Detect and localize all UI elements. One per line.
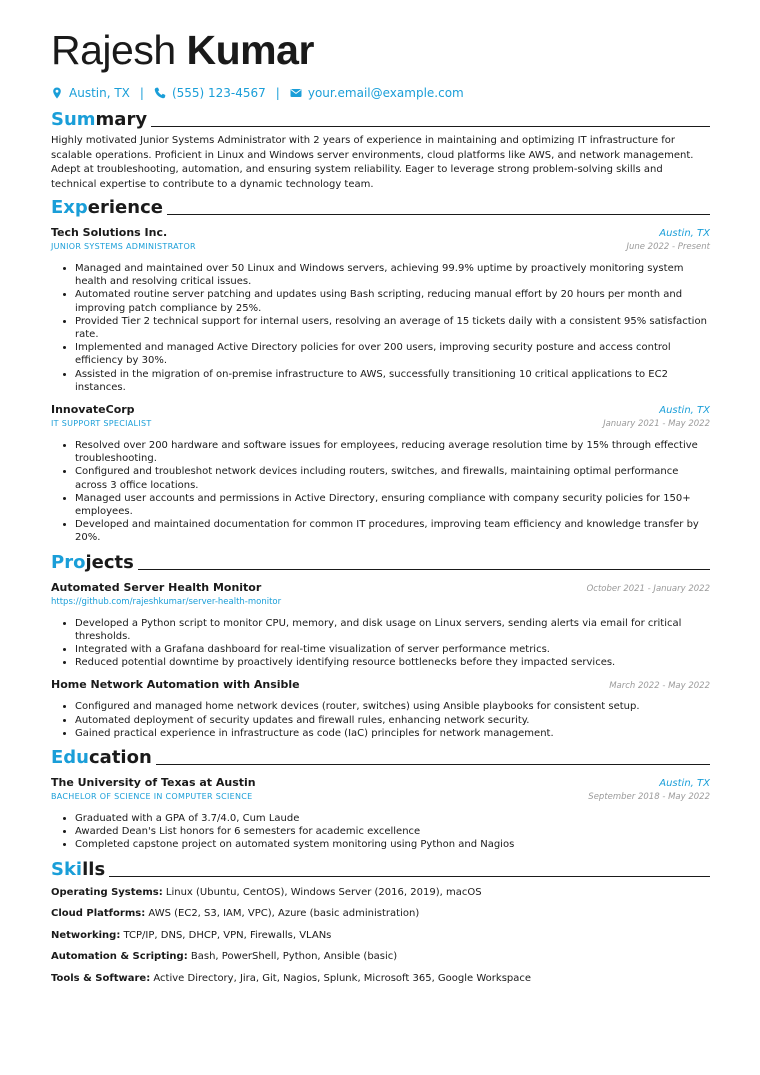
phone-icon [154,87,166,99]
project-bullets [51,617,710,670]
skill-label: Automation & Scripting: [51,951,188,963]
list-item: • Configured and troubleshot network devices including routers, switches, and firewalls, maintaining optimal performance across 3 office locations. [75,465,710,491]
contact-line [51,84,710,102]
section-rule [156,764,710,765]
list-item: • Managed and maintained over 50 Linux and Windows servers, achieving 99.9% uptime by proactively monitoring system health and resolving critical issues. [75,262,710,288]
list-item: • Reduced potential downtime by proactively identifying resource bottlenecks before they impacted services. [75,656,710,669]
section-title: Summary [51,109,148,130]
list-item: • Completed capstone project on automated system monitoring using Python and Nagios [75,838,710,851]
project-entry [51,580,710,670]
skills-heading [51,858,710,880]
experience-heading [51,196,710,218]
envelope-icon [290,87,302,99]
project-name: Automated Server Health Monitor [51,580,262,594]
map-marker-icon [51,87,63,99]
school-name: The University of Texas at Austin [51,776,256,790]
candidate-name [51,26,710,74]
contact-separator: | [139,86,144,100]
company-name: Tech Solutions Inc. [51,226,168,239]
section-rule [109,876,710,877]
section-rule [151,126,710,127]
experience-entry [51,225,710,394]
list-item: • Gained practical experience in infrastructure as code (IaC) principles for network management. [75,727,710,740]
first-name: Rajesh [51,27,176,73]
skill-label: Tools & Software: [51,972,151,984]
contact-email[interactable] [290,86,464,100]
last-name: Kumar [186,27,314,73]
email-text: your.email@example.com [307,86,464,100]
skill-label: Networking: [51,929,121,941]
summary-heading [51,108,710,130]
section-title: Skills [51,858,106,880]
job-bullets [51,262,710,394]
skill-row [51,972,710,986]
list-item: • Developed a Python script to monitor CPU, memory, and disk usage on Linux servers, sending alerts via email for critical thresholds. [75,617,710,643]
skill-label: Cloud Platforms: [51,908,146,920]
project-name: Home Network Automation with Ansible [51,678,300,692]
school-location: Austin, TX [659,778,710,790]
job-bullets [51,439,710,545]
skill-row [51,929,710,943]
skill-label: Operating Systems: [51,886,163,898]
skill-row [51,907,710,921]
project-bullets [51,700,710,740]
skill-row [51,886,710,900]
job-role: JUNIOR SYSTEMS ADMINISTRATOR [51,242,196,251]
section-rule [167,214,710,215]
skill-value: Linux (Ubuntu, CentOS), Windows Server (2016, 2019), macOS [165,886,482,898]
projects-heading [51,551,710,573]
education-dates: September 2018 - May 2022 [588,792,710,803]
skill-row [51,950,710,964]
list-item: • Automated deployment of security updates and firewall rules, enhancing network security. [75,714,710,727]
degree: BACHELOR OF SCIENCE IN COMPUTER SCIENCE [51,792,253,802]
list-item: • Graduated with a GPA of 3.7/4.0, Cum Laude [75,812,710,825]
section-title: Experience [51,197,163,218]
summary-text: Highly motivated Junior Systems Administrator with 2 years of experience in maintaining and optimizing IT infrastructure for scalable operations. Proficient in Linux and Windows server environments, cloud platforms like AWS, and network management. Adept at troubleshooting, automation, and ensuring system reliability. Eager to leverage strong problem-solving skills and technical expertise to contribute to a dynamic technology team. [51,135,694,190]
phone-text: (555) 123-4567 [171,86,266,100]
job-location: Austin, TX [659,228,710,239]
contact-separator: | [275,86,280,100]
education-entry [51,775,710,852]
list-item: • Awarded Dean's List honors for 6 semesters for academic excellence [75,825,710,838]
section-rule [138,569,710,570]
list-item: • Configured and managed home network devices (router, switches) using Ansible playbooks for consistent setup. [75,700,710,713]
skill-value: AWS (EC2, S3, IAM, VPC), Azure (basic administration) [148,908,420,920]
skills-list [51,886,710,986]
contact-phone[interactable] [154,86,266,100]
skill-value: Active Directory, Jira, Git, Nagios, Splunk, Microsoft 365, Google Workspace [153,972,532,984]
company-name: InnovateCorp [51,403,135,417]
list-item: • Implemented and managed Active Directory policies for over 200 users, improving security posture and access control efficiency by 30%. [75,341,710,367]
list-item: • Developed and maintained documentation for common IT procedures, improving team efficiency and knowledge transfer by 20%. [75,518,710,544]
job-dates: June 2022 - Present [626,242,710,252]
list-item: • Resolved over 200 hardware and software issues for employees, reducing average resolution time by 15% through effective troubleshooting. [75,439,710,465]
list-item: • Automated routine server patching and updates using Bash scripting, reducing manual effort by 20 hours per month and improving patch compliance by 25%. [75,288,710,314]
list-item: • Provided Tier 2 technical support for internal users, resolving an average of 15 tickets daily with a consistent 95% satisfaction rate. [75,315,710,341]
project-dates: March 2022 - May 2022 [609,681,710,692]
section-title: Education [51,747,152,769]
project-link[interactable]: https://github.com/rajeshkumar/server-health-monitor [51,596,282,607]
job-location: Austin, TX [659,405,710,417]
project-entry [51,677,710,740]
education-bullets [51,812,710,852]
section-title: Projects [51,551,134,573]
list-item: • Integrated with a Grafana dashboard for real-time visualization of server performance metrics. [75,643,710,656]
experience-entry [51,402,710,545]
job-role: IT SUPPORT SPECIALIST [51,419,152,429]
education-heading [51,746,710,768]
skill-value: TCP/IP, DNS, DHCP, VPN, Firewalls, VLANs [123,929,332,941]
job-dates: January 2021 - May 2022 [603,419,710,430]
list-item: • Managed user accounts and permissions in Active Directory, ensuring compliance with company security policies for 150+ employees. [75,492,710,518]
project-dates: October 2021 - January 2022 [586,583,710,594]
location-text: Austin, TX [69,86,130,100]
list-item: • Assisted in the migration of on-premise infrastructure to AWS, successfully transitioning 10 critical applications to EC2 instances. [75,368,710,394]
contact-location [51,86,130,100]
skill-value: Bash, PowerShell, Python, Ansible (basic) [190,951,398,963]
